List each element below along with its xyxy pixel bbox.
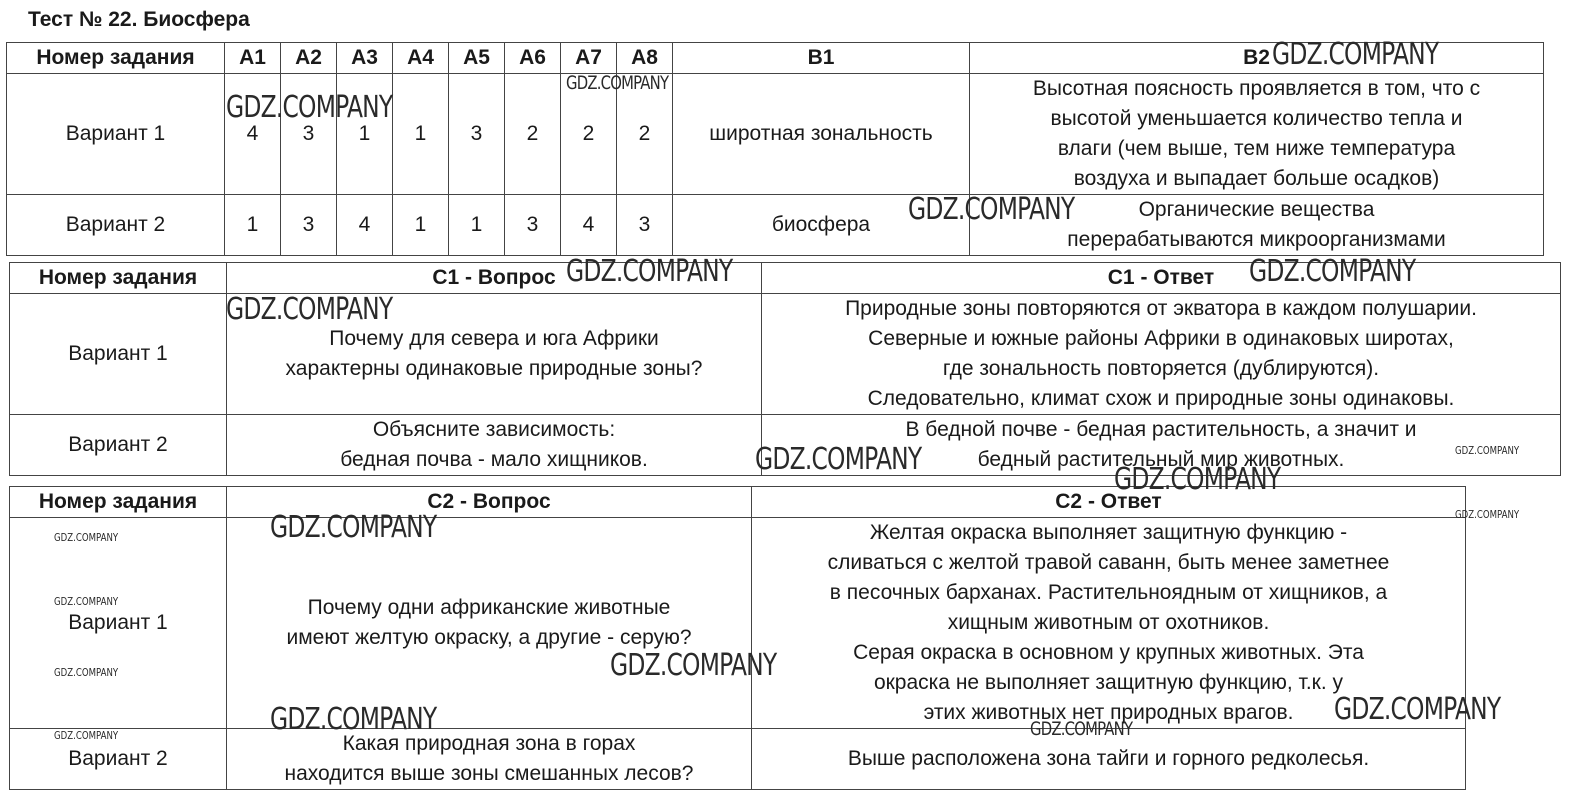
c1-answer: Природные зоны повторяются от экватора в каждом полушарии. Северные и южные районы Африки в одинаковых широтах, где зональность повторяется (дублируются). Следовательно, климат схож и природные зоны одинаковы. [762,294,1561,415]
c1-question: Объясните зависимость: бедная почва - мало хищников. [227,415,762,476]
answer-a4: 1 [393,74,449,195]
table-row [7,195,1544,256]
header-a3: A3 [337,43,393,74]
page-title: Тест № 22. Биосфера [28,8,250,31]
header-c2-answer: C2 - Ответ [752,487,1466,518]
watermark: GDZ.COMPANY [54,595,119,608]
answer-a6: 2 [505,74,561,195]
watermark: GDZ.COMPANY [226,90,393,125]
answer-b1: биосфера [673,195,970,256]
answer-a6: 3 [505,195,561,256]
header-c1-question: C1 - Вопрос [227,263,762,294]
watermark: GDZ.COMPANY [566,254,733,289]
c2-question: Почему одни африканские животные имеют желтую окраску, а другие - серую? [227,518,752,729]
row-label: Вариант 1 [10,518,227,729]
table-row [7,74,1544,195]
header-a7: A7 [561,43,617,74]
header-task-number: Номер задания [10,487,227,518]
header-a1: A1 [225,43,281,74]
answers-table-a-b [6,42,1544,256]
answer-a1: 1 [225,195,281,256]
watermark: GDZ.COMPANY [1030,718,1133,740]
watermark: GDZ.COMPANY [226,292,393,327]
answer-a2: 3 [281,195,337,256]
watermark: GDZ.COMPANY [54,531,119,544]
answer-a4: 1 [393,195,449,256]
table-row [10,415,1561,476]
answer-b2: Высотная поясность проявляется в том, что с высотой уменьшается количество тепла и влаги (чем выше, тем ниже температура воздуха и выпадает больше осадков) [970,74,1544,195]
header-a4: A4 [393,43,449,74]
header-task-number: Номер задания [10,263,227,294]
answer-b1: широтная зональность [673,74,970,195]
watermark: GDZ.COMPANY [755,442,922,477]
answer-a8: 3 [617,195,673,256]
answer-b2: Органические вещества перерабатываются микроорганизмами [970,195,1544,256]
watermark: GDZ.COMPANY [566,72,669,94]
answer-a3: 1 [337,74,393,195]
watermark: GDZ.COMPANY [270,702,437,737]
c1-question: Почему для севера и юга Африки характерны одинаковые природные зоны? [227,294,762,415]
row-label: Вариант 1 [7,74,225,195]
answer-a8: 2 [617,74,673,195]
watermark: GDZ.COMPANY [1455,444,1520,457]
watermark: GDZ.COMPANY [54,729,119,742]
row-label: Вариант 1 [10,294,227,415]
watermark: GDZ.COMPANY [1455,508,1520,521]
header-b1: B1 [673,43,970,74]
header-task-number: Номер задания [7,43,225,74]
answers-table-c2 [9,486,1466,790]
c2-answer: Желтая окраска выполняет защитную функцию - сливаться с желтой травой саванн, быть менее заметнее в песочных барханах. Растительноядным от хищников, а хищным животным от охотников. Серая окраска в основном у крупных животных. Эта окраска не выполняет защитную функцию, т.к. у этих животных нет природных врагов. [752,518,1466,729]
table-row [10,729,1466,790]
row-label: Вариант 2 [7,195,225,256]
answer-a1: 4 [225,74,281,195]
header-a2: A2 [281,43,337,74]
watermark: GDZ.COMPANY [1272,37,1439,72]
answers-table-c1 [9,262,1561,476]
watermark: GDZ.COMPANY [270,510,437,545]
c2-question: Какая природная зона в горах находится выше зоны смешанных лесов? [227,729,752,790]
answer-a2: 3 [281,74,337,195]
c1-answer: В бедной почве - бедная растительность, а значит и бедный растительный мир животных. [762,415,1561,476]
row-label: Вариант 2 [10,415,227,476]
answer-a5: 1 [449,195,505,256]
header-b2: B2 [970,43,1544,74]
table-row [10,294,1561,415]
header-c2-question: C2 - Вопрос [227,487,752,518]
header-c1-answer: C1 - Ответ [762,263,1561,294]
answer-a7: 4 [561,195,617,256]
watermark: GDZ.COMPANY [1249,254,1416,289]
header-a5: A5 [449,43,505,74]
header-a8: A8 [617,43,673,74]
row-label: Вариант 2 [10,729,227,790]
watermark: GDZ.COMPANY [54,666,119,679]
answer-a3: 4 [337,195,393,256]
watermark: GDZ.COMPANY [1114,462,1281,497]
watermark: GDZ.COMPANY [1334,692,1501,727]
header-a6: A6 [505,43,561,74]
answer-a7: 2 [561,74,617,195]
c2-answer: Выше расположена зона тайги и горного редколесья. [752,729,1466,790]
watermark: GDZ.COMPANY [908,192,1075,227]
answer-a5: 3 [449,74,505,195]
table-row [10,518,1466,729]
watermark: GDZ.COMPANY [610,648,777,683]
